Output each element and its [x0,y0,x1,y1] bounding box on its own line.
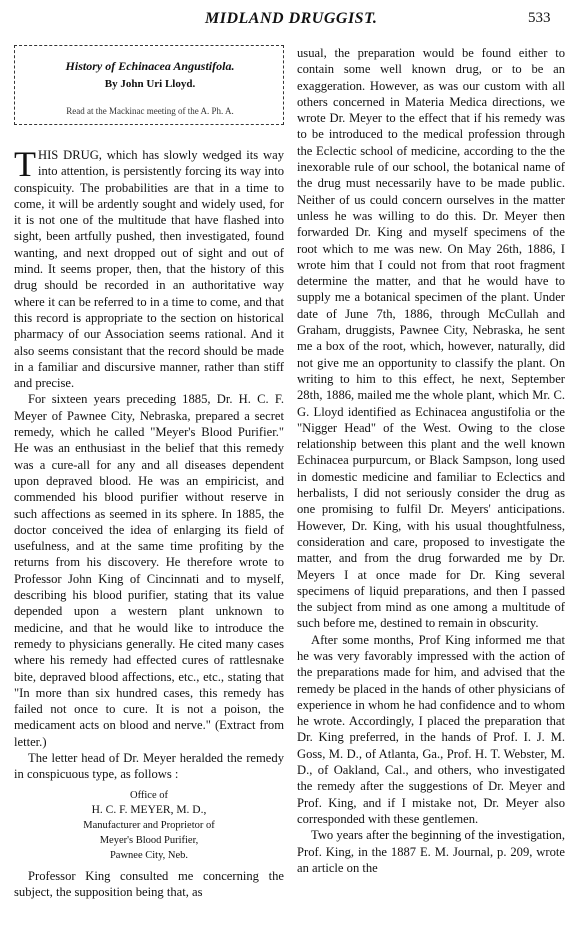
letterhead-line: Pawnee City, Neb. [109,849,189,861]
article-author: By John Uri Lloyd. [104,78,196,91]
paragraph-months: After some months, Prof King informed me that he was very favorably impressed with the action of the preparations made for him, and advised that the remedy be placed in the hands of other physicians of experience in whom he had confidence and to whom he wrote. Accordingly, I placed the preparation that Dr. King preferred, in the hands of Prof. I. J. M. Goss, M. D., of Atlanta, Ga., Prof. H. T. Webster, M. D., of Oakland, Cal., and others, who investigated the remedy after the suggestions of Dr. Meyer and Prof. King, and if I mistake not, Dr. Meyer also corresponded with these gentlemen. [297,632,565,826]
right-column [297,45,565,876]
drop-cap: T [14,144,36,184]
paragraph-intro [14,144,284,391]
letterhead-line: Manufacturer and Proprietor of [83,819,215,831]
paragraph-king: Professor King consulted me concerning the subject, the supposition being that, as [14,868,284,899]
paragraph-continued: usual, the preparation would be found either to contain some well known drug, or to be an exaggeration. However, as was our custom with all others concerned in Materia Medica directions, we wrote Dr. Meyer to the effect that if his remedy was to be introduced to the medical profession through the Eclectic school of medicine, according to the the inexorable rule of our school, the botanical name of the drug must necessarily have to be made public. Neither of us could concern ourselves in the matter unless he was willing to do this. Dr. Meyer then forwarded Dr. King and myself specimens of the root which to me was new. On May 26th, 1886, I wrote him that I could not from that root fragment determine the matter, and that he would have to supply me a botanical specimen of the plant. Under date of June 7th, 1886, through McCullah and Graham, druggists, Pawnee City, Nebraska, he sent me a box of the root, which, however, naturally, did not give me an opportunity to classify the plant. On writing to him to this effect, he next, September 28th, 1886, mailed me the whole plant, which Mr. C. G. Lloyd identified as Echinacea angustifolia or the "Nigger Head" of the West. Owing to the close relationship between this plant and the well known Echinacea purpurcum, or Black Sampson, long used in domestic medicine and familiar to Eclectics and herbalists, I did not seriously consider the drug as one promising to fulfil Dr. Meyers' anticipations. However, Dr. King, with his usual thoughtfulness, consideration and care, proposed to investigate the matter, and from the drug forwarded me by Dr. Meyers I at once made for Dr. King several specimens of liquid preparations, and then I passed the subject from mind as one among a multitude of such before me, destined to remain in obscurity. [297,46,565,631]
article-title-box [14,45,284,125]
page-header [0,10,576,38]
letterhead-line: Meyer's Blood Purifier, [99,834,199,846]
paragraph-letterhead-intro: The letter head of Dr. Meyer heralded the remedy in conspicuous type, as follows : [14,750,284,782]
letterhead-line: Office of [130,789,168,801]
letterhead-block [14,788,284,863]
paragraph-intro-text: HIS DRUG, which has slowly wedged its way into attention, is persistently forcing its way into conspicuity. The probabilities are that in a time to come, it will be ardently sought and widely used, for it is not one of the multitude that have flashed into sight, been artfully pushed, then investigated, found wanting, and next dropped out of sight and out of mind. It seems proper, then, that the history of this drug should be recorded in an authoritative way where it can be referred to in a time to come, and that this record is appropriate to the section on historical pharmacy of our Association seems rational. And it also seems consistant that the record should be made in a familiar and discursive manner, rather than stiff and precise. [14,148,284,391]
article-title: History of Echinacea Angustifola. [65,59,235,73]
page-number: 533 [528,10,551,26]
article-note: Read at the Mackinac meeting of the A. Ph. A. [66,105,234,116]
journal-title: MIDLAND DRUGGIST. [205,10,378,27]
paragraph-meyer: For sixteen years preceding 1885, Dr. H. C. F. Meyer of Pawnee City, Nebraska, prepared a secret remedy, which he called "Meyer's Blood Purifier." He was an enthusiast in the belief that this remedy was a cure-all for any and all diseases dependent upon depraved blood. He was an empiricist, and commended his blood purifier without reserve in such affections as seemed in its sphere. In 1885, the doctor conceived the idea of enlarging its field of usefulness, and at the same time profiting by the returns from his discovery. He therefore wrote to Professor John King of Cincinnati and to myself, describing his blood purifier, stating that its value depended upon a western plant unknown to medicine, and that he would like to introduce the remedy to physicians generally. He cited many cases where his remedy had effected cures of rattlesnake bite, depraved blood affections, etc., etc., stating that "In more than six hundred cases, this remedy has failed not once to cure. It is not a poison, the medicament acts on blood and nerve." (Extract from letter.) [14,392,284,749]
paragraph-two-years: Two years after the beginning of the investigation, Prof. King, in the 1887 E. M. Journal, p. 209, wrote an article on the [297,828,565,875]
letterhead-line: H. C. F. MEYER, M. D., [91,803,207,816]
left-column [14,45,284,900]
